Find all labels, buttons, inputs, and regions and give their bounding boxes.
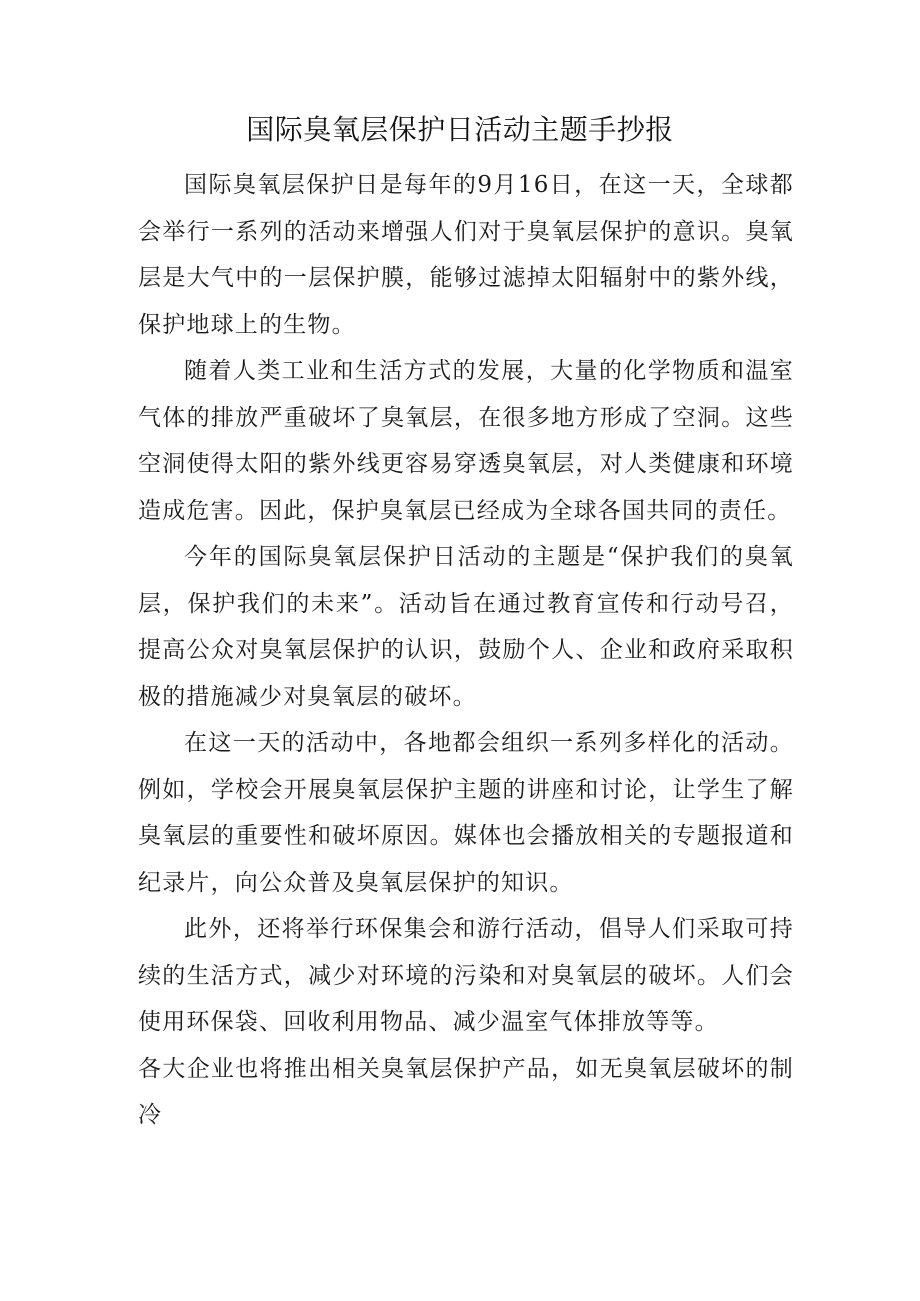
paragraph-2: 随着人类工业和生活方式的发展，大量的化学物质和温室气体的排放严重破坏了臭氧层，在很多地方形成了空洞。这些空洞使得太阳的紫外线更容易穿透臭氧层，对人类健康和环境造成危害。因此，保护臭氧层已经成为全球各国共同的责任。 (138, 358, 794, 524)
page-title: 国际臭氧层保护日活动主题手抄报 (246, 113, 674, 146)
paragraph-6: 各大企业也将推出相关臭氧层保护产品，如无臭氧层破坏的制冷 (138, 1055, 794, 1128)
paragraph-3: 今年的国际臭氧层保护日活动的主题是“保护我们的臭氧层，保护我们的未来”。活动旨在通过教育宣传和行动号召，提高公众对臭氧层保护的认识，鼓励个人、企业和政府采取积极的措施减少对臭氧层的破坏。 (138, 544, 794, 710)
paragraph-1: 国际臭氧层保护日是每年的9月16日，在这一天，全球都会举行一系列的活动来增强人们对于臭氧层保护的意识。臭氧层是大气中的一层保护膜，能够过滤掉太阳辐射中的紫外线，保护地球上的生物。 (138, 172, 794, 338)
paragraph-5: 此外，还将举行环保集会和游行活动，倡导人们采取可持续的生活方式，减少对环境的污染和对臭氧层的破坏。人们会使用环保袋、回收利用物品、减少温室气体排放等等。 (138, 916, 794, 1035)
paragraph-4: 在这一天的活动中，各地都会组织一系列多样化的活动。例如，学校会开展臭氧层保护主题的讲座和讨论，让学生了解臭氧层的重要性和破坏原因。媒体也会播放相关的专题报道和纪录片，向公众普及臭氧层保护的知识。 (138, 730, 794, 896)
document-body (138, 162, 794, 1139)
